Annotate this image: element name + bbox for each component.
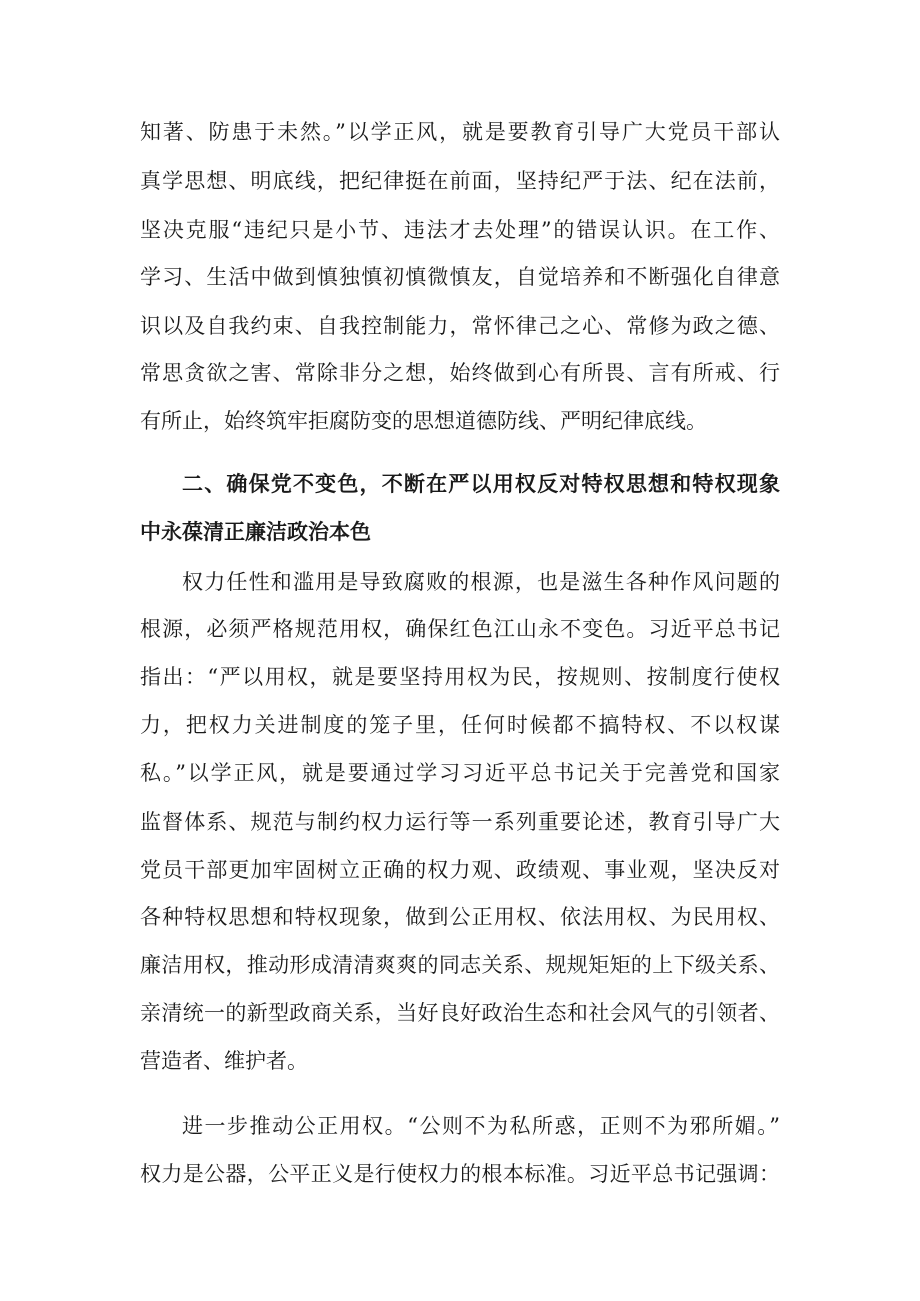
- text-line: 廉洁用权，推动形成清清爽爽的同志关系、规规矩矩的上下级关系、: [140, 953, 780, 977]
- text-line: 监督体系、规范与制约权力运行等一系列重要论述，教育引导广大: [140, 810, 780, 834]
- text-line: 党员干部更加牢固树立正确的权力观、政绩观、事业观，坚决反对: [140, 858, 780, 882]
- text-line: 学习、生活中做到慎独慎初慎微慎友，自觉培养和不断强化自律意: [140, 265, 780, 289]
- text-line: 指出：“严以用权，就是要坚持用权为民，按规则、按制度行使权: [140, 665, 780, 689]
- text-line: 营造者、维护者。: [140, 1049, 308, 1073]
- text-line: 有所止，始终筑牢拒腐防变的思想道德防线、严明纪律底线。: [140, 409, 707, 433]
- text-line: 知著、防患于未然。”以学正风，就是要教育引导广大党员干部认: [140, 120, 780, 144]
- text-line: 真学思想、明底线，把纪律挺在前面，坚持纪严于法、纪在法前，: [140, 169, 780, 193]
- text-line: 识以及自我约束、自我控制能力，常怀律己之心、常修为政之德、: [140, 314, 780, 338]
- text-line: 权力是公器，公平正义是行使权力的根本标准。习近平总书记强调：: [140, 1162, 780, 1186]
- text-line: 各种特权思想和特权现象，做到公正用权、依法用权、为民用权、: [140, 905, 780, 929]
- heading-line: 二、确保党不变色，不断在严以用权反对特权思想和特权现象: [182, 472, 780, 496]
- text-line: 私。”以学正风，就是要通过学习习近平总书记关于完善党和国家: [140, 761, 780, 785]
- text-line: 进一步推动公正用权。“公则不为私所惑，正则不为邪所媚。”: [182, 1114, 780, 1138]
- text-line: 力，把权力关进制度的笼子里，任何时候都不搞特权、不以权谋: [140, 713, 780, 737]
- text-line: 坚决克服“违纪只是小节、违法才去处理”的错误认识。在工作、: [140, 218, 780, 242]
- text-line: 权力任性和滥用是导致腐败的根源，也是滋生各种作风问题的: [182, 570, 780, 594]
- text-line: 根源，必须严格规范用权，确保红色江山永不变色。习近平总书记: [140, 617, 780, 641]
- text-line: 常思贪欲之害、常除非分之想，始终做到心有所畏、言有所戒、行: [140, 361, 780, 385]
- heading-line: 中永葆清正廉洁政治本色: [140, 520, 371, 544]
- text-line: 亲清统一的新型政商关系，当好良好政治生态和社会风气的引领者、: [140, 1001, 780, 1025]
